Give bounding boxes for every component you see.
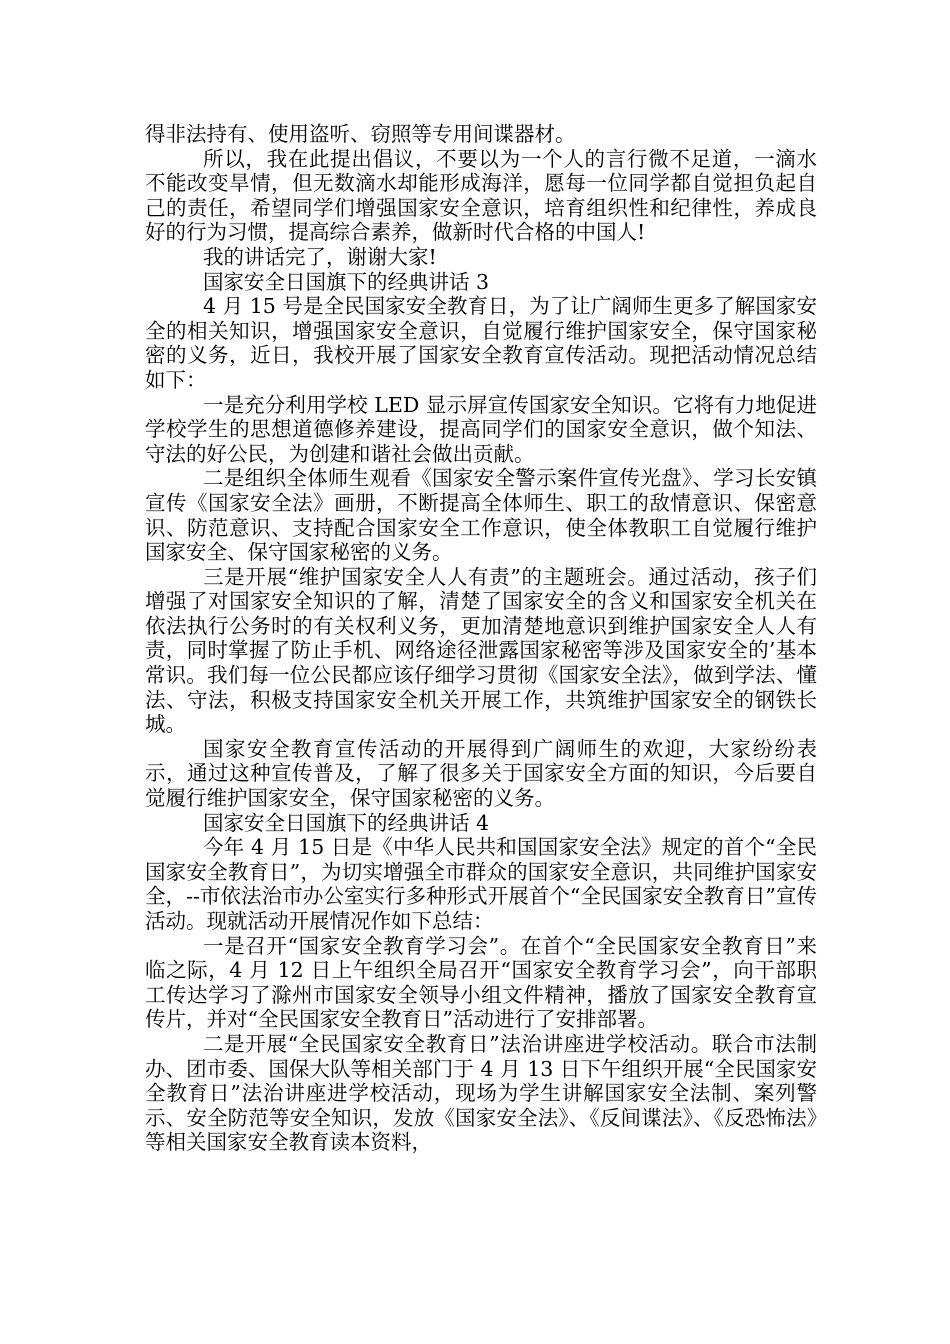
paragraph: 二是开展“全民国家安全教育日”法治讲座进学校活动。联合市法制办、团市委、国保大队等相关部门于 4 月 13 日下午组织开展“全民国家安全教育日”法治讲座进学校活动，现场为学生讲解国家安全法制、案列警示、安全防范等安全知识，发放《国家安全法》、《反间谍法》、《反恐怖法》等相关国家安全教育读本资料， xyxy=(145,1031,817,1155)
paragraph: 今年 4 月 15 日是《中华人民共和国国家安全法》规定的首个“全民国家安全教育日”，为切实增强全市群众的国家安全意识，共同维护国家安全，--市依法治市办公室实行多种形式开展首个“全民国家安全教育日”宣传活动。现就活动开展情况作如下总结： xyxy=(145,835,817,933)
paragraph: 三是开展“维护国家安全人人有责”的主题班会。通过活动，孩子们增强了对国家安全知识的了解，清楚了国家安全的含义和国家安全机关在依法执行公务时的有关权利义务，更加清楚地意识到维护国家安全人人有责，同时掌握了防止手机、网络途径泄露国家秘密等涉及国家安全的’基本常识。我们每一位公民都应该仔细学习贯彻《国家安全法》，做到学法、懂法、守法，积极支持国家安全机关开展工作，共筑维护国家安全的钢铁长城。 xyxy=(145,564,817,737)
paragraph: 国家安全教育宣传活动的开展得到广阔师生的欢迎，大家纷纷表示，通过这种宣传普及，了解了很多关于国家安全方面的知识，今后要自觉履行维护国家安全，保守国家秘密的义务。 xyxy=(145,736,817,811)
paragraph: 一是召开“国家安全教育学习会”。在首个“全民国家安全教育日”来临之际，4 月 12 日上午组织全局召开“国家安全教育学习会”，向干部职工传达学习了滁州市国家安全领导小组文件精神，播放了国家安全教育宣传片，并对“全民国家安全教育日”活动进行了安排部署。 xyxy=(145,933,817,1032)
section-heading: 国家安全日国旗下的经典讲话 3 xyxy=(203,269,490,294)
paragraph: 得非法持有、使用盗听、窃照等专用间谍器材。 xyxy=(145,122,576,146)
paragraph: 所以，我在此提出倡议，不要以为一个人的言行微不足道，一滴水不能改变旱情，但无数滴水却能形成海洋，愿每一位同学都自觉担负起自己的责任，希望同学们增强国家安全意识，培育组织性和纪律性，养成良好的行为习惯，提高综合素养，做新时代合格的中国人! xyxy=(145,146,817,245)
paragraph: 二是组织全体师生观看《国家安全警示案件宣传光盘》、学习长安镇宣传《国家安全法》画册，不断提高全体师生、职工的敌情意识、保密意识、防范意识、支持配合国家安全工作意识，使全体教职工自觉履行维护国家安全、保守国家秘密的义务。 xyxy=(145,466,817,565)
document-body xyxy=(145,122,817,1155)
paragraph: 我的讲话完了，谢谢大家! xyxy=(203,244,437,269)
section-heading: 国家安全日国旗下的经典讲话 4 xyxy=(203,810,490,835)
paragraph: 一是充分利用学校 LED 显示屏宣传国家安全知识。它将有力地促进学校学生的思想道德修养建设，提高同学们的国家安全意识，做个知法、守法的好公民，为创建和谐社会做出贡献。 xyxy=(145,392,817,466)
paragraph: 4 月 15 号是全民国家安全教育日，为了让广阔师生更多了解国家安全的相关知识，增强国家安全意识，自觉履行维护国家安全，保守国家秘密的义务，近日，我校开展了国家安全教育宣传活动。现把活动情况总结如下： xyxy=(145,294,817,392)
